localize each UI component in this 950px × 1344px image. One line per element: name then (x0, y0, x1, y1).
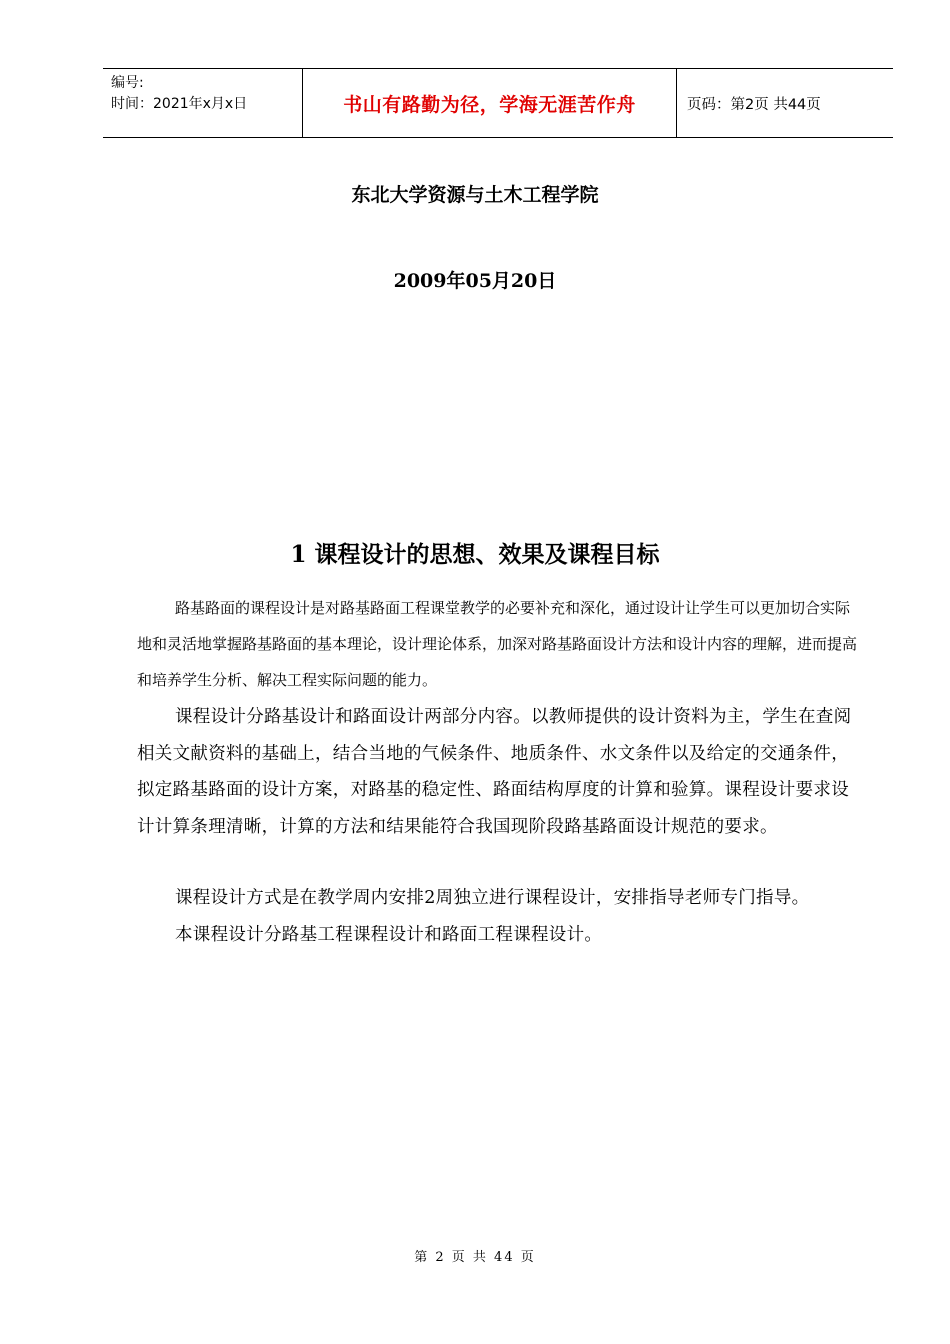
document-date: 2009年05月20日 (393, 270, 557, 292)
serial-label: 编号: (111, 75, 144, 91)
header-page-cell (677, 69, 893, 137)
header-meta-cell (103, 69, 303, 137)
page-info: 页码：第2页 共44页 (687, 96, 821, 113)
header-motto-cell (303, 69, 677, 137)
paragraph: 课程设计方式是在教学周内安排2周独立进行课程设计，安排指导老师专门指导。 (175, 888, 810, 908)
paragraph: 课程设计分路基设计和路面设计两部分内容。以教师提供的设计资料为主，学生在查阅相关文献资料的基础上，结合当地的气候条件、地质条件、水文条件以及给定的交通条件，拟定路基路面的设计方案，对路基的稳定性、路面结构厚度的计算和验算。课程设计要求设计计算条理清晰，计算的方法和结果能符合我国现阶段路基路面设计规范的要求。 (137, 707, 852, 837)
page-footer: 第 2 页 共 44 页 (414, 1250, 536, 1265)
paragraph: 路基路面的课程设计是对路基路面工程课堂教学的必要补充和深化，通过设计让学生可以更加切合实际地和灵活地掌握路基路面的基本理论，设计理论体系，加深对路基路面设计方法和设计内容的理解，进而提高和培养学生分析、解决工程实际问题的能力。 (137, 599, 858, 689)
time-label: 时间：2021年x月x日 (111, 96, 248, 112)
header-table (103, 68, 893, 138)
institution-name: 东北大学资源与土木工程学院 (351, 184, 599, 206)
paragraph: 本课程设计分路基工程课程设计和路面工程课程设计。 (175, 925, 603, 945)
section-title: 1 课程设计的思想、效果及课程目标 (290, 541, 660, 568)
motto-text: 书山有路勤为径，学海无涯苦作舟 (343, 93, 636, 116)
